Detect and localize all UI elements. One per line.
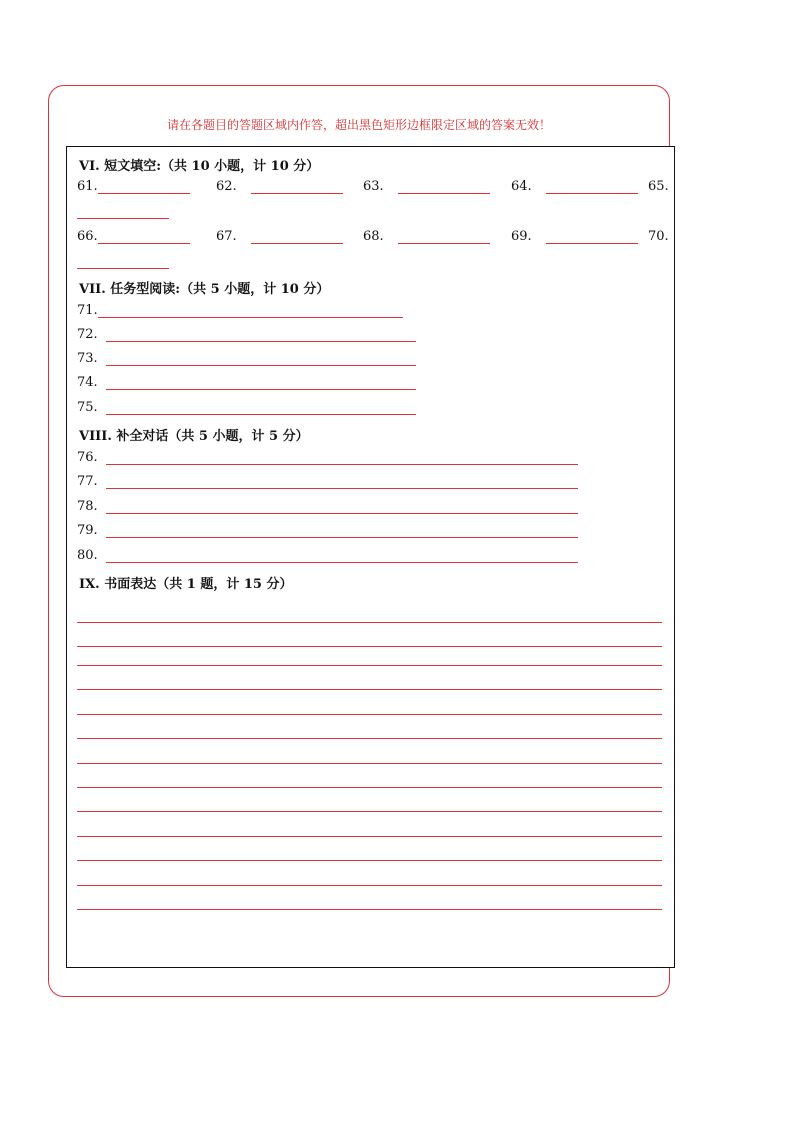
writing-line[interactable]	[77, 763, 662, 764]
blank-64[interactable]: 64.	[511, 179, 638, 194]
section-viii-title: VIII. 补全对话（共 5 小题，计 5 分）	[79, 429, 309, 444]
writing-line[interactable]	[77, 885, 662, 886]
writing-line[interactable]	[77, 811, 662, 812]
answer-76[interactable]: 76.	[77, 450, 578, 468]
answer-79[interactable]: 79.	[77, 523, 578, 541]
blank-63[interactable]: 63.	[363, 179, 490, 194]
blank-70-line[interactable]	[77, 268, 169, 269]
writing-line[interactable]	[77, 689, 662, 690]
writing-line[interactable]	[77, 836, 662, 837]
blank-62[interactable]: 62.	[216, 179, 343, 194]
answer-75[interactable]: 75.	[77, 400, 416, 418]
writing-line[interactable]	[77, 860, 662, 861]
answer-area-notice: 请在各题目的答题区域内作答，超出黑色矩形边框限定区域的答案无效！	[166, 118, 551, 132]
blank-69[interactable]: 69.	[511, 229, 638, 244]
answer-72[interactable]: 72.	[77, 327, 416, 345]
blank-65[interactable]: 65.	[648, 179, 669, 194]
blank-67[interactable]: 67.	[216, 229, 343, 244]
blank-61[interactable]: 61.	[77, 179, 190, 194]
answer-77[interactable]: 77.	[77, 474, 578, 492]
writing-line[interactable]	[77, 622, 662, 623]
answer-71[interactable]: 71.	[77, 303, 403, 321]
answer-73[interactable]: 73.	[77, 351, 416, 369]
writing-line[interactable]	[77, 646, 662, 647]
answer-78[interactable]: 78.	[77, 499, 578, 517]
writing-line[interactable]	[77, 738, 662, 739]
writing-line[interactable]	[77, 787, 662, 788]
answer-74[interactable]: 74.	[77, 375, 416, 393]
blank-row-61-65	[77, 179, 667, 199]
answer-80[interactable]: 80.	[77, 548, 578, 566]
blank-65-line[interactable]	[77, 218, 169, 219]
writing-line[interactable]	[77, 665, 662, 666]
writing-line[interactable]	[77, 714, 662, 715]
answer-box	[66, 146, 675, 968]
blank-row-66-70	[77, 229, 667, 249]
section-vii-title: VII. 任务型阅读:（共 5 小题，计 10 分）	[79, 282, 330, 297]
writing-line[interactable]	[77, 909, 662, 910]
blank-70[interactable]: 70.	[648, 229, 669, 244]
section-ix-title: IX. 书面表达（共 1 题，计 15 分）	[79, 577, 293, 592]
blank-66[interactable]: 66.	[77, 229, 190, 244]
blank-68[interactable]: 68.	[363, 229, 490, 244]
section-vi-title: VI. 短文填空:（共 10 小题，计 10 分）	[79, 159, 320, 174]
